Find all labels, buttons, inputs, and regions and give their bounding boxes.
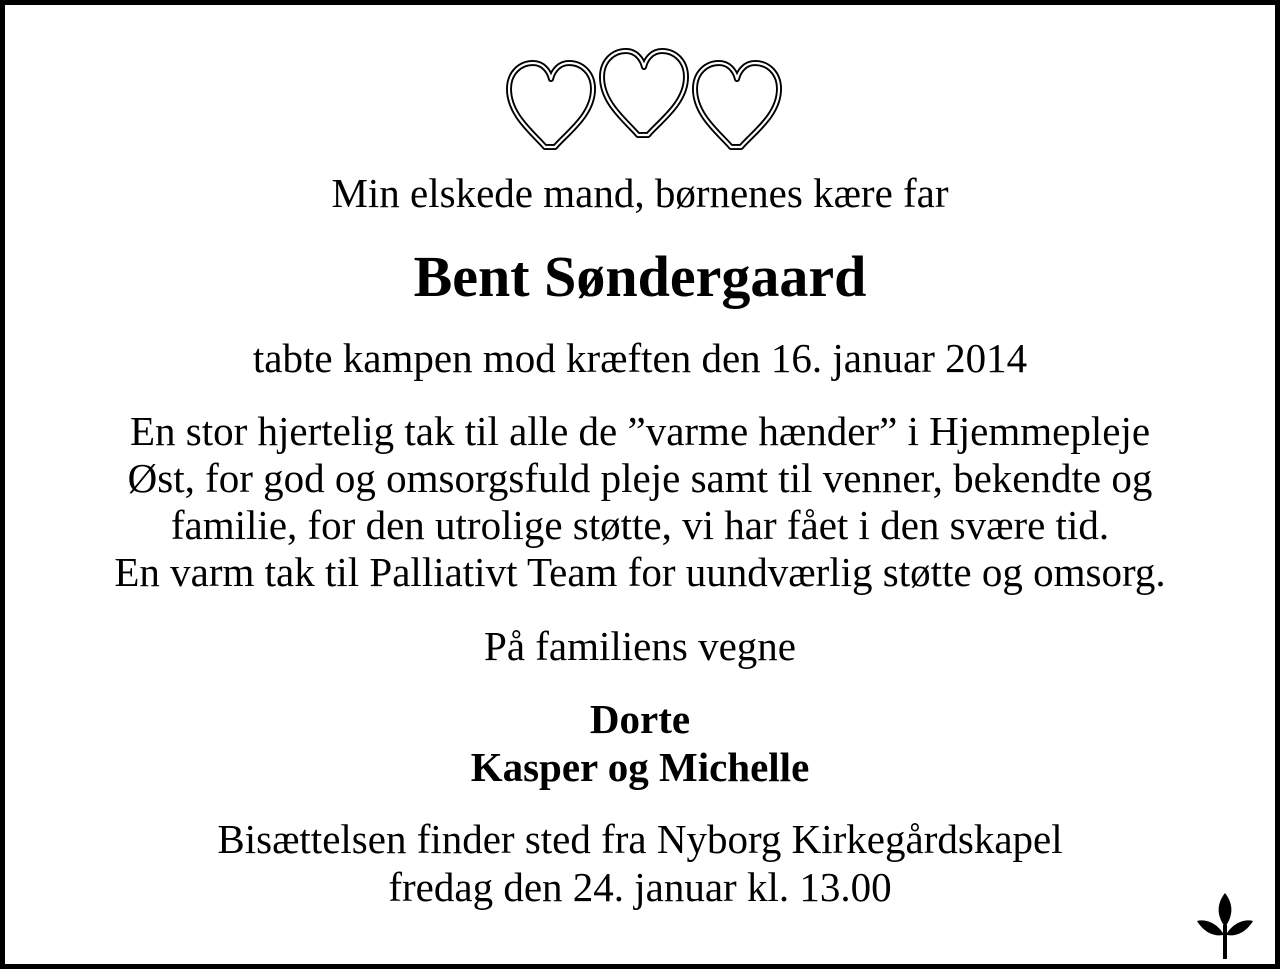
plant-sprout-icon xyxy=(1197,889,1253,961)
thanks-line: En stor hjertelig tak til alle de ”varme hænder” i Hjemmepleje xyxy=(129,408,1151,454)
signature-name: Dorte xyxy=(589,696,691,742)
passing-text: tabte kampen mod kræften den 16. januar 2014 xyxy=(252,335,1028,381)
on-behalf-text: På familiens vegne xyxy=(484,623,796,669)
intertwined-hearts-icon xyxy=(503,45,787,151)
thanks-paragraph xyxy=(5,408,1275,596)
deceased-name: Bent Søndergaard xyxy=(413,244,867,309)
funeral-info xyxy=(5,815,1275,911)
thanks-line: En varm tak til Palliativt Team for uundværlig støtte og omsorg. xyxy=(114,549,1166,595)
signature-name: Kasper og Michelle xyxy=(470,744,810,790)
thanks-line: familie, for den utrolige støtte, vi har fået i den svære tid. xyxy=(170,502,1110,548)
thanks-line: Øst, for god og omsorgsfuld pleje samt til venner, bekendte og xyxy=(127,455,1153,501)
funeral-line: fredag den 24. januar kl. 13.00 xyxy=(388,864,892,910)
funeral-line: Bisættelsen finder sted fra Nyborg Kirkegårdskapel xyxy=(217,816,1063,862)
intro-text: Min elskede mand, børnenes kære far xyxy=(331,170,949,216)
signatures xyxy=(5,695,1275,791)
